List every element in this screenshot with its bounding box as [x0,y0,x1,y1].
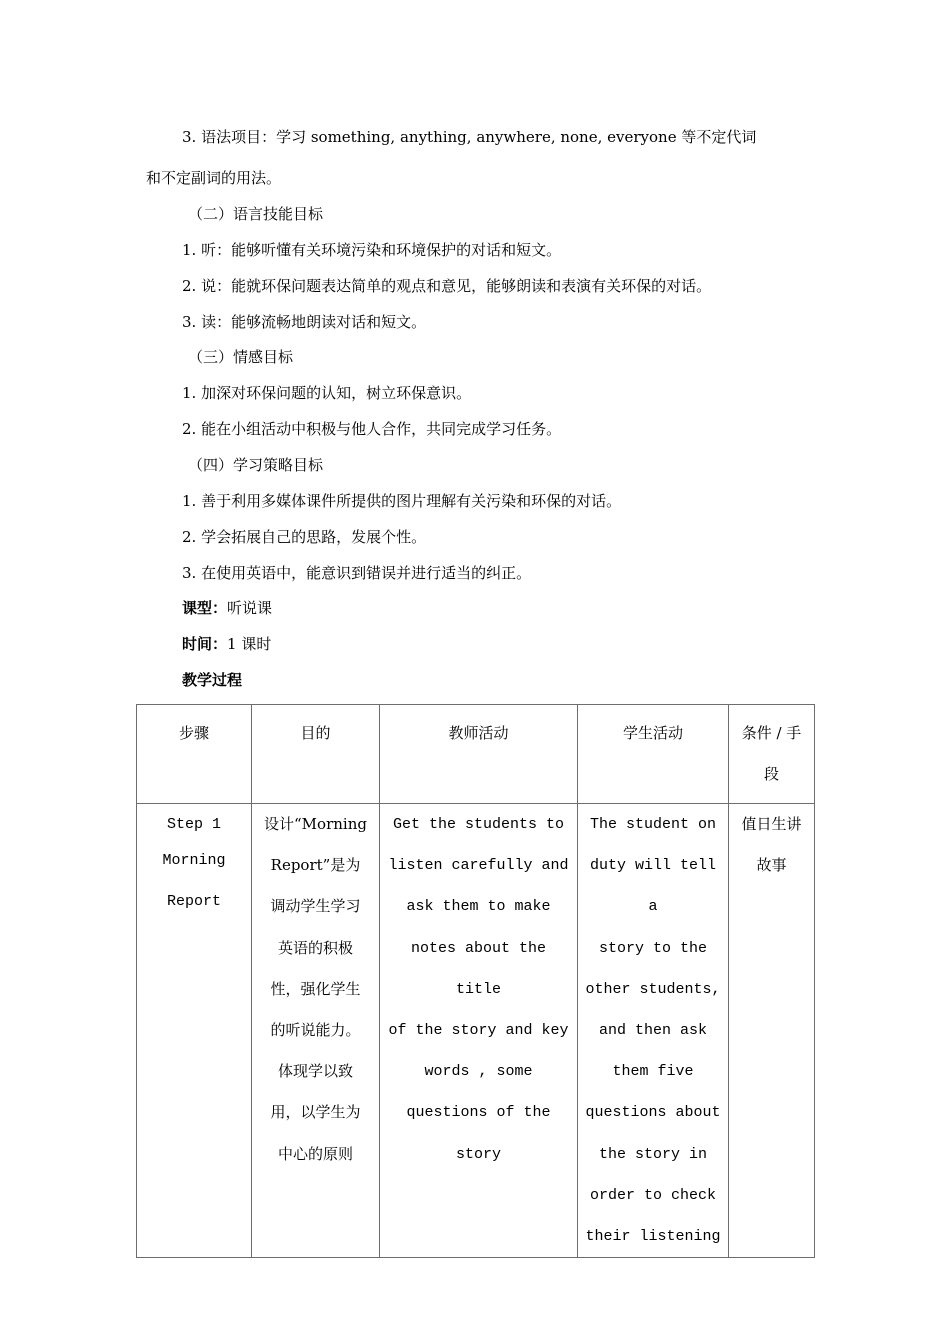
teacher-line: ask them to make [406,898,551,916]
header-means: 条件 / 手段 [729,705,815,804]
purpose-line: 用，以学生为 [270,1103,361,1122]
means-line: 值日生讲 [741,815,802,833]
step-cell [137,804,252,1258]
header-teacher-activity: 教师活动 [380,705,578,804]
means-line: 故事 [756,856,787,875]
table-row [137,804,815,1258]
strategy-item: 2. 学会拓展自己的思路，发展个性。 [182,528,427,546]
step-line: Step 1 [166,816,221,833]
skills-item: 3. 读：能够流畅地朗读对话和短文。 [182,313,427,331]
lesson-time-label: 时间： [182,635,228,653]
purpose-line: Report”是为 [270,856,361,875]
lesson-type [182,598,272,618]
lesson-time-value: 1 课时 [227,635,272,653]
student-line: story to the [598,939,708,957]
emotion-heading: （三）情感目标 [188,348,294,366]
teacher-line: questions of the [406,1104,551,1122]
grammar-item: 3. 语法项目：学习 something, anything, anywhere, none, everyone 等不定代词 [182,128,757,146]
lesson-type-label: 课型： [182,599,228,617]
purpose-line: 体现学以致 [277,1062,353,1081]
step-line: Morning [162,852,226,870]
process-title: 教学过程 [182,671,243,689]
student-line: duty will tell a [589,857,717,916]
strategy-heading: （四）学习策略目标 [188,456,324,474]
student-line: The student on [589,816,717,833]
skills-item: 1. 听：能够听懂有关环境污染和环境保护的对话和短文。 [182,241,562,259]
student-line: order to check [589,1186,717,1204]
emotion-item: 1. 加深对环保问题的认知，树立环保意识。 [182,384,472,402]
teaching-process-table [136,704,815,1258]
header-purpose: 目的 [252,705,380,804]
purpose-line: 调动学生学习 [270,897,361,916]
teacher-line: Get the students to [392,816,565,833]
emotion-item: 2. 能在小组活动中积极与他人合作，共同完成学习任务。 [182,420,562,438]
student-line: the story in [598,1145,708,1163]
skills-item: 2. 说：能就环保问题表达简单的观点和意见，能够朗读和表演有关环保的对话。 [182,277,712,295]
student-line: and then ask [598,1022,708,1040]
table-header-row [137,705,815,804]
student-activity-cell [578,804,729,1258]
teacher-line: notes about the title [410,939,547,998]
purpose-cell [252,804,380,1258]
lesson-type-value: 听说课 [227,599,273,617]
strategy-item: 1. 善于利用多媒体课件所提供的图片理解有关污染和环保的对话。 [182,492,622,510]
student-line: their listening [585,1228,721,1246]
means-cell [729,804,815,1258]
header-student-activity: 学生活动 [578,705,729,804]
purpose-line: 设计“Morning [264,815,367,833]
purpose-line: 中心的原则 [277,1144,353,1163]
lesson-time [182,634,271,654]
purpose-line: 的听说能力。 [270,1021,361,1040]
student-line: other students, [585,980,721,998]
skills-heading: （二）语言技能目标 [188,205,324,223]
purpose-line: 性，强化学生 [270,979,361,998]
grammar-item-cont: 和不定副词的用法。 [146,169,282,187]
step-line: Report [166,893,221,911]
teacher-activity-cell [380,804,578,1258]
teacher-line: listen carefully and [388,857,569,875]
purpose-line: 英语的积极 [277,938,353,957]
strategy-item: 3. 在使用英语中，能意识到错误并进行适当的纠正。 [182,564,532,582]
teacher-line: story [455,1145,501,1163]
student-line: them five [612,1063,694,1081]
teacher-line: words , some [424,1063,533,1081]
teacher-line: of the story and key [388,1022,569,1040]
header-step: 步骤 [137,705,252,804]
student-line: questions about [585,1104,721,1122]
